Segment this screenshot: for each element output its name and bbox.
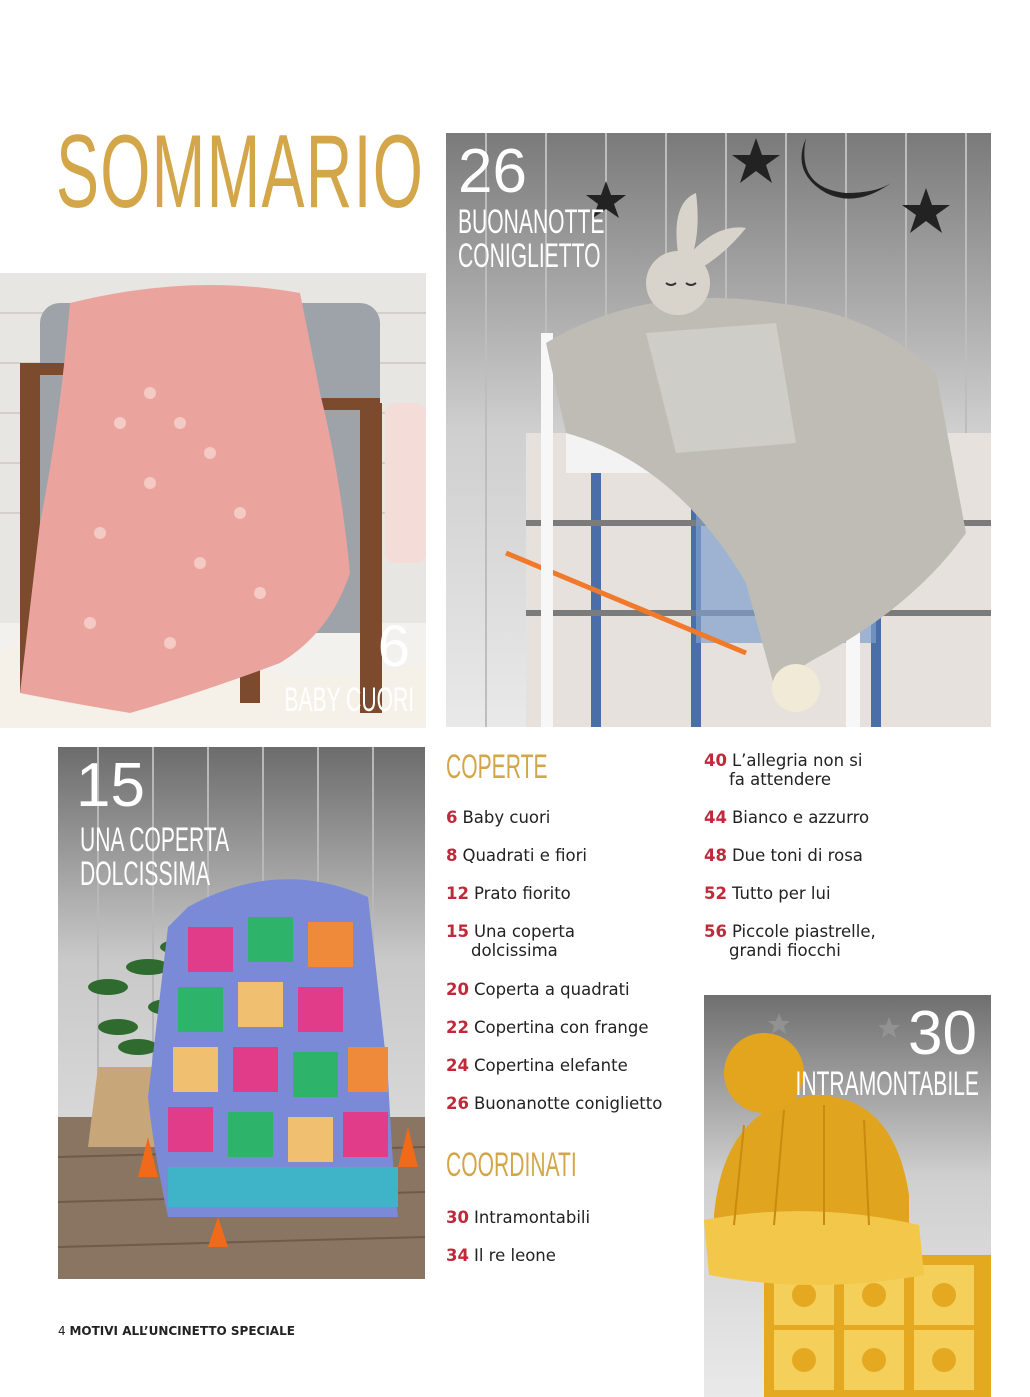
toc-page-number: 52 (704, 884, 727, 903)
feature-title-line: BUONANOTTE (458, 203, 605, 241)
toc-label: Tutto per lui (731, 884, 831, 903)
toc-page-number: 34 (446, 1246, 469, 1265)
toc-item[interactable] (704, 751, 862, 789)
feature-title (80, 823, 321, 891)
toc-label: Copertina con frange (473, 1018, 649, 1037)
toc-page-number: 48 (704, 846, 727, 865)
toc-label: Prato fiorito (473, 884, 571, 903)
section-heading-coordinati: COORDINATI (446, 1146, 577, 1184)
toc-page-number: 26 (446, 1094, 469, 1113)
toc-item[interactable] (446, 1246, 556, 1265)
toc-label: Buonanotte coniglietto (473, 1094, 663, 1113)
toc-item[interactable] (446, 1208, 590, 1227)
feature-title: INTRAMONTABILE (795, 1065, 979, 1103)
toc-page-number: 30 (446, 1208, 469, 1227)
toc-page-number: 40 (704, 751, 727, 770)
toc-item[interactable] (446, 846, 587, 865)
toc-item[interactable] (704, 884, 831, 903)
toc-page-number: 56 (704, 922, 727, 941)
toc-item[interactable] (704, 922, 876, 960)
toc-page-number: 44 (704, 808, 727, 827)
toc-page-number: 24 (446, 1056, 469, 1075)
feature-title (458, 205, 694, 273)
section-heading-coperte: COPERTE (446, 748, 548, 786)
toc-item[interactable] (446, 884, 571, 903)
toc-label: L’allegria non si (731, 751, 863, 770)
toc-item[interactable] (704, 846, 863, 865)
feature-title-line: CONIGLIETTO (458, 237, 601, 275)
feature-photo-buonanotte-coniglietto[interactable] (446, 133, 991, 727)
magazine-name: MOTIVI ALL’UNCINETTO SPECIALE (69, 1324, 295, 1338)
toc-item[interactable] (446, 980, 630, 999)
toc-item[interactable] (446, 1056, 628, 1075)
toc-page-number: 15 (446, 922, 469, 941)
feature-photo-baby-cuori[interactable] (0, 273, 426, 728)
feature-title-line: UNA COPERTA (80, 821, 230, 859)
page-footer (58, 1324, 295, 1338)
pink-blanket-illustration (0, 273, 426, 728)
toc-label-continued: grandi fiocchi (729, 941, 841, 960)
feature-number: 15 (76, 751, 145, 820)
feature-number: 26 (458, 137, 527, 206)
toc-page-number: 6 (446, 808, 458, 827)
toc-label: Una coperta (473, 922, 576, 941)
toc-page-number: 22 (446, 1018, 469, 1037)
toc-label: Quadrati e fiori (462, 846, 587, 865)
toc-item[interactable] (446, 808, 550, 827)
toc-label: Bianco e azzurro (731, 808, 870, 827)
toc-label: Il re leone (473, 1246, 556, 1265)
feature-photo-intramontabile[interactable] (704, 995, 991, 1397)
toc-label: Baby cuori (462, 808, 551, 827)
toc-label-continued: fa attendere (729, 770, 832, 789)
toc-page-number: 12 (446, 884, 469, 903)
toc-label: Intramontabili (473, 1208, 591, 1227)
feature-title-line: DOLCISSIMA (80, 855, 211, 893)
toc-label: Piccole piastrelle, (731, 922, 876, 941)
feature-number: 6 (377, 614, 410, 679)
toc-item[interactable] (446, 1094, 662, 1113)
toc-label-continued: dolcissima (471, 941, 558, 960)
toc-label: Coperta a quadrati (473, 980, 630, 999)
feature-title: BABY CUORI (284, 681, 414, 719)
toc-item[interactable] (446, 1018, 649, 1037)
toc-item[interactable] (704, 808, 869, 827)
feature-number: 30 (908, 999, 977, 1068)
toc-page-number: 8 (446, 846, 458, 865)
toc-item[interactable] (446, 922, 575, 960)
feature-photo-una-coperta-dolcissima[interactable] (58, 747, 425, 1279)
page-number: 4 (58, 1324, 66, 1338)
toc-page-number: 20 (446, 980, 469, 999)
page-title: SOMMARIO (56, 114, 425, 230)
toc-label: Due toni di rosa (731, 846, 863, 865)
toc-label: Copertina elefante (473, 1056, 628, 1075)
